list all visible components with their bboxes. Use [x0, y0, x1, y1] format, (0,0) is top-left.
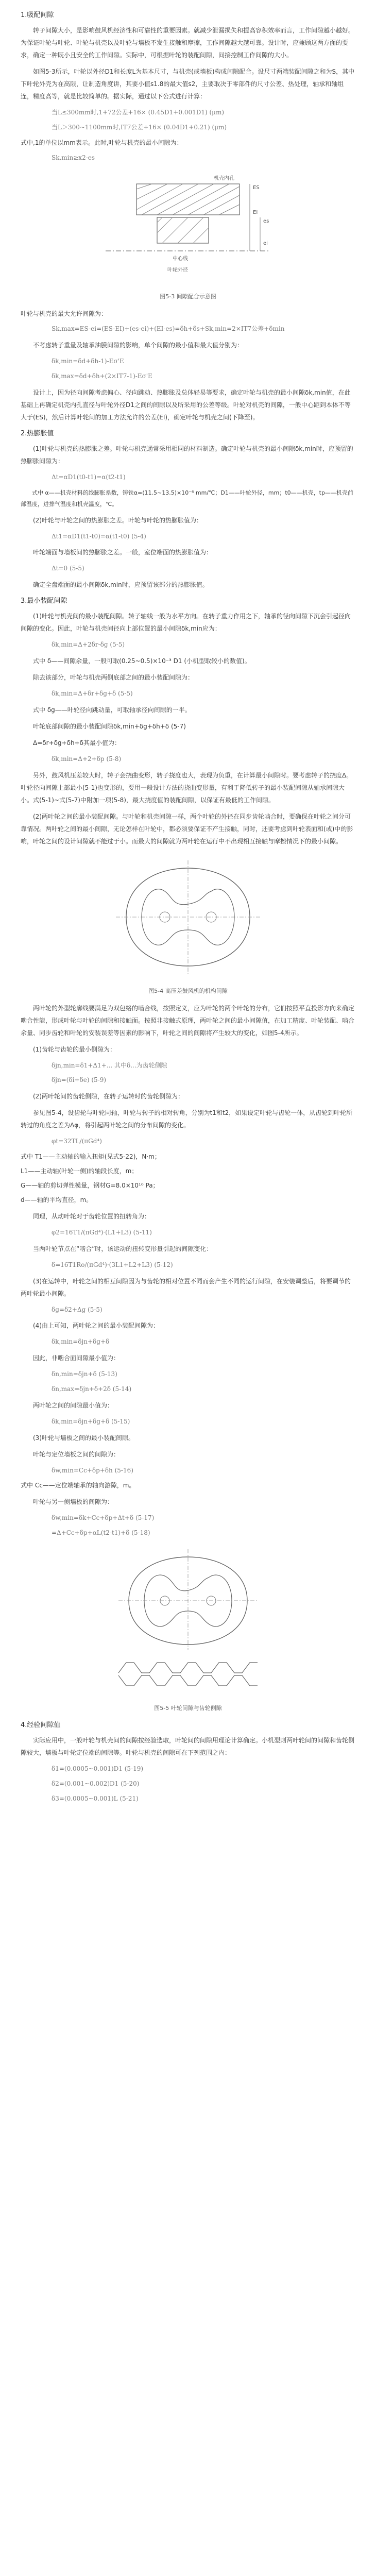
- section-title: 3.最小装配间隙: [21, 597, 67, 605]
- formula: Δt=0 (5-5): [52, 565, 84, 572]
- paragraph: 式中 α——机壳材料的线膨胀系数，铸铁α=(11.5~13.5)×10⁻⁶ mm/℃；D1——叶轮外径，mm；t0——机壳，tp——机壳前部温度，进排气温度和机壳温度，℃。: [21, 489, 353, 507]
- figure-label: 机壳内孔: [214, 176, 234, 182]
- paragraph: (1)叶轮与机壳间的最小装配间隙。转子轴线一般为水平方向。在转子重力作用之下，轴承的径向间隙下沉会引起径向间隙的变化。因此，叶轮与机壳间径向上部位置的最小间隙δk,min应为：: [21, 613, 351, 633]
- paragraph: 不考虑转子重量及轴承油膜间隙的影响，单个间隙的最小值和最大值分别为：: [33, 342, 244, 349]
- paragraph: 式中 T1——主动轴的输入扭矩(见式5-22)，N·m；: [21, 1153, 161, 1160]
- paragraph: 两叶轮之间的间隙最小值为：: [33, 1401, 114, 1409]
- formula: Sk,min≥x2-es: [52, 154, 95, 161]
- formula: δk,min=Δ+δr+δg+δ (5-5): [52, 689, 133, 697]
- formula: δk,min=Δ+2δr-δg (5-5): [52, 641, 125, 649]
- paragraph: 设计上，因为径向间隙考虑偏心、径向跳动、热膨胀及总体轻易等要求，确定叶轮与机壳的最小间隙δk,min值，在此基础上再确定机壳内孔直径与叶轮外径D1之间的间隙以及所采用的公差等级。叶轮对机壳的间隙，一般中心距到本体不等大于(ES)，然后计算叶轮间的加工方法允许的公差(EI)，确定叶轮与机壳之间(下降至)。: [21, 388, 351, 421]
- formula: δ3=(0.0005~0.001)L (5-21): [52, 1794, 139, 1802]
- formula: δg=δ2+Δg (5-5): [52, 1306, 102, 1313]
- formula: 当L＞300~1100mm时,IT7公差+16× (0.04D1+0.21) (μm): [52, 123, 227, 131]
- paragraph: 如图5-3所示，叶轮以外径D1和长度L为基本尺寸，与机壳(或墙板)构成间隙配合。设尺寸两端装配间隙之和为S，其中下叶轮外壳为在高限，让制造角度讲，其要小值s1.8的最大值s2，主要取决于零部件的尺寸公差、热处理，轴承和轴组连，精度高等，就是比较简单的。据实际，通过以下公式进行计算：: [21, 68, 355, 100]
- formula: δk,min=δjn+δg+δ: [52, 1338, 110, 1346]
- paragraph: 确定全盘端面的最小间隙δk,min时，应预留该部分的热膨胀值。: [33, 581, 209, 589]
- paragraph: L1——主动轴(叶轮一侧)的轴段长度，m；: [21, 1167, 138, 1175]
- formula: δn,max=δjn+δ+2δ (5-14): [52, 1385, 132, 1393]
- paragraph: 式中 δg——叶轮径向跳动量，可取轴承径向间隙的一半。: [33, 706, 191, 714]
- paragraph: 叶轮底部间隙的最小装配间隙δk,min+δg+δh+δ (5-7): [33, 722, 186, 730]
- paragraph: 当两叶轮节点在“啮合”时，该运动的扭转变形量引起的间隙变化：: [33, 1245, 213, 1252]
- formula: δk,max=δd+δh+(2×IT7-1)-Eσ'E: [52, 372, 152, 380]
- formula: δw,min=Cc+δp+δh (5-16): [52, 1466, 133, 1474]
- paragraph: (1)叶轮与机壳的热膨胀之差。叶轮与机壳通常采用相同的材料制造。确定叶轮与机壳的最小间隙δk,min时，应预留的热膨胀间隙为：: [21, 445, 353, 465]
- formula: δk,min=Δ+2+δp (5-8): [52, 755, 122, 762]
- paragraph: 参见图5-4，设齿轮与叶轮同轴，叶轮与转子的相对转角，分别为t1和t2，如果设定叶轮与齿轮一体，从齿轮到叶轮所转过的角度之差为Δφ，将引起两叶轮之间的分布间隙的变化。: [21, 1109, 353, 1129]
- paragraph: 叶轮与定位墙板之间的间隙为：: [33, 1450, 120, 1458]
- formula: δ=16T1Ro/(πGd⁴)·(3L1+L2+L3) (5-12): [52, 1261, 173, 1268]
- paragraph: (3)叶轮与墙板之间的最小装配间隙。: [33, 1434, 134, 1442]
- paragraph: (2)两叶轮间的齿轮侧隙，在转子运转时的齿轮侧隙为：: [33, 1093, 184, 1100]
- section-title: 4.经验间隙值: [21, 1721, 61, 1729]
- figure-blower-rotors: [106, 853, 270, 981]
- formula: δk,min=δjn+δg+δ (5-15): [52, 1417, 130, 1425]
- formula: δ2=(0.001~0.002)D1 (5-20): [52, 1780, 140, 1787]
- paragraph: (2)叶轮与叶轮之间的热膨胀之差。叶轮与叶轮的热膨胀值为：: [33, 516, 203, 524]
- figure-caption: 图5-5 叶轮间隙与齿轮侧隙: [154, 1704, 222, 1711]
- formula: φ2=16T1/(πGd⁴)·(L1+L3) (5-11): [52, 1228, 152, 1236]
- section-title: 1.吸配间隙: [21, 11, 54, 19]
- formula: δn,min=δjn+δ (5-13): [52, 1370, 117, 1378]
- figure-clearance-fit: [95, 168, 281, 287]
- paragraph: (3)在运转中，叶轮之间的相互间隙因为与齿轮的相对位置不同而会产生不同的运行间隙，在安装调整后，将要调节的两叶轮最小间隙。: [21, 1277, 351, 1297]
- paragraph: 同理，从动叶轮对于齿轮位置的扭转角为：: [33, 1212, 151, 1220]
- figure-label: ES: [253, 185, 260, 191]
- formula: φt=32TL/(πGd⁴): [52, 1138, 102, 1145]
- paragraph: (4)由上可知，两叶轮之间的最小装配间隙为：: [33, 1322, 159, 1330]
- paragraph: d——轴的平均直径，m。: [21, 1196, 93, 1204]
- formula: δ1=(0.0005~0.001)D1 (5-19): [52, 1765, 144, 1772]
- paragraph: 两叶轮的外型轮廓线要满足为双包络的啮合线，按照定义，应为叶轮的两个叶轮的分布，它们按照平直投影方向来确定啮合性能，形成叶轮与叶轮的间隙和接触面。按照非接触式原理，两叶轮之间的最小间隙值，在加工精度、叶轮装配、啮合余量、同步齿轮和叶轮的安装误差等因素的影响下，叶轮之间的间隙将产生较大的变化，如图5-4所示。: [21, 1004, 355, 1037]
- figure-label: EI: [253, 210, 258, 216]
- paragraph: (1)齿轮与齿轮的最小侧隙为：: [33, 1045, 116, 1053]
- formula: 当L≤300mm时,1+72公差+16× (0.45D1+0.001D1) (μm): [52, 109, 225, 116]
- section-title: 2.热膨胀值: [21, 429, 54, 437]
- figure-caption: 图5-4 高压差鼓风机的机构间隙: [148, 987, 228, 994]
- paragraph: 另外，鼓风机压差较大时，转子会挠曲变形，转子挠度也大，表现为负重，在计算最小间隙时。要考虑转子的挠度Δ。叶轮径向间隙上部最小(5-1)也变形的，要用一般设计方法的挠曲变形量，有利于降低转子的最小装配间隙从轴承间隙大小。式(5-1)~式(5-7)中附加一项(5-8)，最大挠度值的装配间隙，以保证有最低的工作间隙。: [21, 771, 353, 804]
- paragraph: Δ=δr+δg+δh+δ其最小值为：: [33, 739, 121, 747]
- formula: δjn=(δi+δe) (5-9): [52, 1076, 107, 1084]
- paragraph: 式中 Cc——定位端轴承的轴向游隙，m。: [21, 1482, 135, 1489]
- paragraph: 转子间隙大小，是影响鼓风机经济性和可靠性的重要因素。就减少泄漏损失和提高容积效率而言，工作间隙越小越好。为保证叶轮与叶轮、叶轮与机壳以及叶轮与墙板不发生接触和摩擦，工作间隙越大越可靠。设计时，应兼顾这两方面的要求，确定一种既小且安全的工作间隙。实际中，可根据叶轮的装配间隙，间接控制工作间隙的大小。: [21, 27, 355, 59]
- paragraph: 叶轮端面与墙板间的热膨胀之差。一般，室位端面的热膨胀值为：: [33, 549, 213, 556]
- formula: Δt1=αD1(t1-t0)=α(t1-t0) (5-4): [52, 532, 146, 540]
- figure-label: es: [263, 218, 269, 225]
- paragraph: 叶轮与机壳的最大允许间隙为：: [21, 310, 108, 318]
- paragraph: (2)两叶轮之间的最小装配间隙。与叶轮和机壳间隙一样，两个叶轮的外径在同步齿轮啮合时，要确保在叶轮之间分可靠情况。两叶轮之间的最小间隙，无论怎样在叶轮中，都必须要保证不产生接触，同时，还要考虑到叶轮表面和(或)中的影响，叶轮之间的设计间隙就不能过于小。而最大的间隙就为两叶轮在运行中不出现相互接触与摩擦情况下的最小间隙。: [21, 812, 353, 845]
- figure-label: ei: [263, 241, 268, 247]
- document-body: [21, 9, 355, 1807]
- paragraph: 式中 δ——间隙余量，一般可取(0.25~0.5)×10⁻³ D1 (小机型取较小的数值)。: [33, 657, 251, 665]
- figure-label: 叶轮外径: [167, 267, 188, 274]
- formula: Δt=αD1(t0-t1)=α(t2-t1): [52, 473, 126, 481]
- paragraph: 因此，非啮合面间隙最小值为：: [33, 1354, 120, 1362]
- formula: δw,min=δk+Cc+δp+Δt+δ (5-17): [52, 1514, 155, 1522]
- formula: Sk,max=ES-ei=(ES-EI)+(es-ei)+(EI-es)=δh+δs+Sk,min=2×IT7公差+δmin: [52, 325, 285, 333]
- figure-rotor-gear-gap: [103, 1544, 273, 1699]
- formula: δk,min=δd+δh-1)-Eσ'E: [52, 358, 124, 365]
- paragraph: G——轴的剪切弹性模量，钢材G=8.0×10¹⁰ Pa；: [21, 1181, 159, 1189]
- paragraph: 除去该部分，叶轮与机壳两侧底部之间的最小装配间隙为：: [33, 673, 194, 681]
- paragraph: 实际应用中，一般叶轮与机壳间的间隙按经验选取，叶轮间的间隙用理论计算确定。小机型则两叶轮间的间隙和齿轮侧隙较大，墙板与叶轮定位端的间隙等。叶轮与机壳的间隙可在下列范围之内：: [21, 1736, 355, 1756]
- formula: δjn,min=δ1+Δ1+... 其中δ...为齿轮侧隙: [52, 1061, 167, 1069]
- paragraph: 叶轮与另一侧墙板的间隙为：: [33, 1498, 114, 1506]
- formula: =Δ+Cc+δp+αL(t2-t1)+δ (5-18): [52, 1529, 150, 1537]
- figure-label: 中心线: [173, 256, 188, 262]
- paragraph: 式中,1的单位以mm表示。此时,叶轮与机壳的最小间隙为：: [21, 139, 183, 146]
- figure-caption: 图5-3 间隙配合示意图: [160, 293, 216, 300]
